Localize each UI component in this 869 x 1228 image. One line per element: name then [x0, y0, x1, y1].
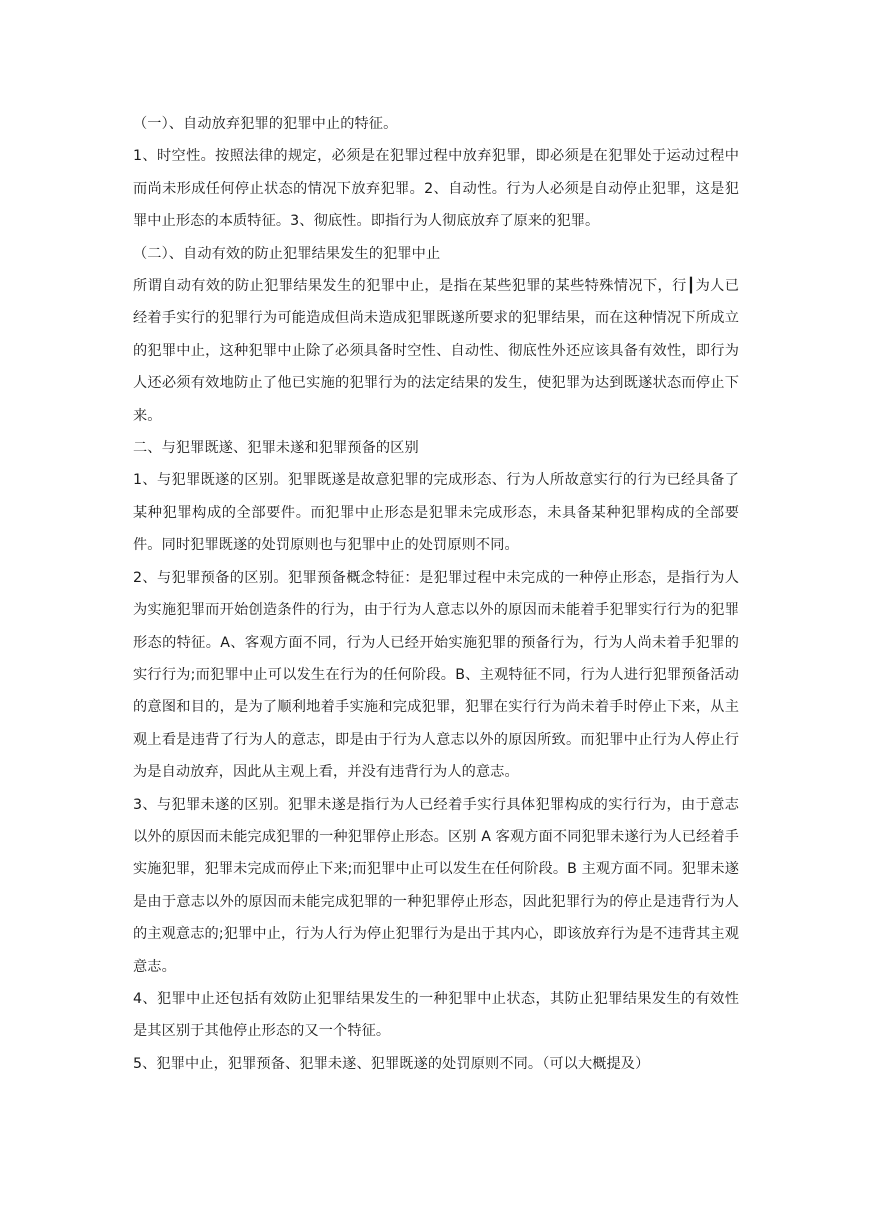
paragraph-effective-prevention: 所谓自动有效的防止犯罪结果发生的犯罪中止，是指在某些犯罪的某些特殊情况下，行┃为人已经着手实行的犯罪行为可能造成但尚未造成犯罪既遂所要求的犯罪结果，而在这种情况下所成立的犯罪中止，这种犯罪中止除了必须具备时空性、自动性、彻底性外还应该具备有效性，即行为人还必须有效地防止了他已实施的犯罪行为的法定结果的发生，使犯罪为达到既遂状态而停止下来。: [133, 278, 739, 424]
paragraph-difference-completion: 1、与犯罪既遂的区别。犯罪既遂是故意犯罪的完成形态、行为人所故意实行的行为已经具备了某种犯罪构成的全部要件。而犯罪中止形态是犯罪未完成形态，未具备某种犯罪构成的全部要件。同时犯罪既遂的处罚原则也与犯罪中止的处罚原则不同。: [133, 472, 739, 554]
paragraph-effectiveness: 4、犯罪中止还包括有效防止犯罪结果发生的一种犯罪中止状态，其防止犯罪结果发生的有效性是其区别于其他停止形态的又一个特征。: [133, 990, 739, 1040]
paragraph-difference-attempt: 3、与犯罪未遂的区别。犯罪未遂是指行为人已经着手实行具体犯罪构成的实行行为，由于意志以外的原因而未能完成犯罪的一种犯罪停止形态。区别 A 客观方面不同犯罪未遂行为人已经着手实施犯罪，犯罪未完成而停止下来;而犯罪中止可以发生在任何阶段。B 主观方面不同。犯罪未遂是由于意志以外的原因而未能完成犯罪的一种犯罪停止形态，因此犯罪行为的停止是违背行为人的主观意志的;犯罪中止，行为人行为停止犯罪行为是出于其内心，即该放弃行为是不违背其主观意志。: [133, 796, 739, 975]
paragraph-features-list: 1、时空性。按照法律的规定，必须是在犯罪过程中放弃犯罪，即必须是在犯罪处于运动过程中而尚未形成任何停止状态的情况下放弃犯罪。2、自动性。行为人必须是自动停止犯罪，这是犯罪中止形态的本质特征。3、彻底性。即指行为人彻底放弃了原来的犯罪。: [133, 148, 739, 230]
document-body: [133, 108, 739, 1080]
paragraph-punishment-principles: 5、犯罪中止，犯罪预备、犯罪未遂、犯罪既遂的处罚原则不同。（可以大概提及）: [133, 1055, 650, 1072]
section-heading-1: （一）、自动放弃犯罪的犯罪中止的特征。: [133, 116, 398, 132]
paragraph-difference-preparation: 2、与犯罪预备的区别。犯罪预备概念特征：是犯罪过程中未完成的一种停止形态，是指行为人为实施犯罪而开始创造条件的行为，由于行为人意志以外的原因而未能着手犯罪实行行为的犯罪形态的特征。A、客观方面不同，行为人已经开始实施犯罪的预备行为，行为人尚未着手犯罪的实行行为;而犯罪中止可以发生在行为的任何阶段。B、主观特征不同，行为人进行犯罪预备活动的意图和目的，是为了顺利地着手实施和完成犯罪，犯罪在实行行为尚未着手时停止下来，从主观上看是违背了行为人的意志，即是由于行为人意志以外的原因所致。而犯罪中止行为人停止行为是自动放弃，因此从主观上看，并没有违背行为人的意志。: [133, 569, 739, 781]
section-heading-3: 二、与犯罪既遂、犯罪未遂和犯罪预备的区别: [133, 440, 419, 457]
section-heading-2: （二）、自动有效的防止犯罪结果发生的犯罪中止: [133, 245, 441, 262]
